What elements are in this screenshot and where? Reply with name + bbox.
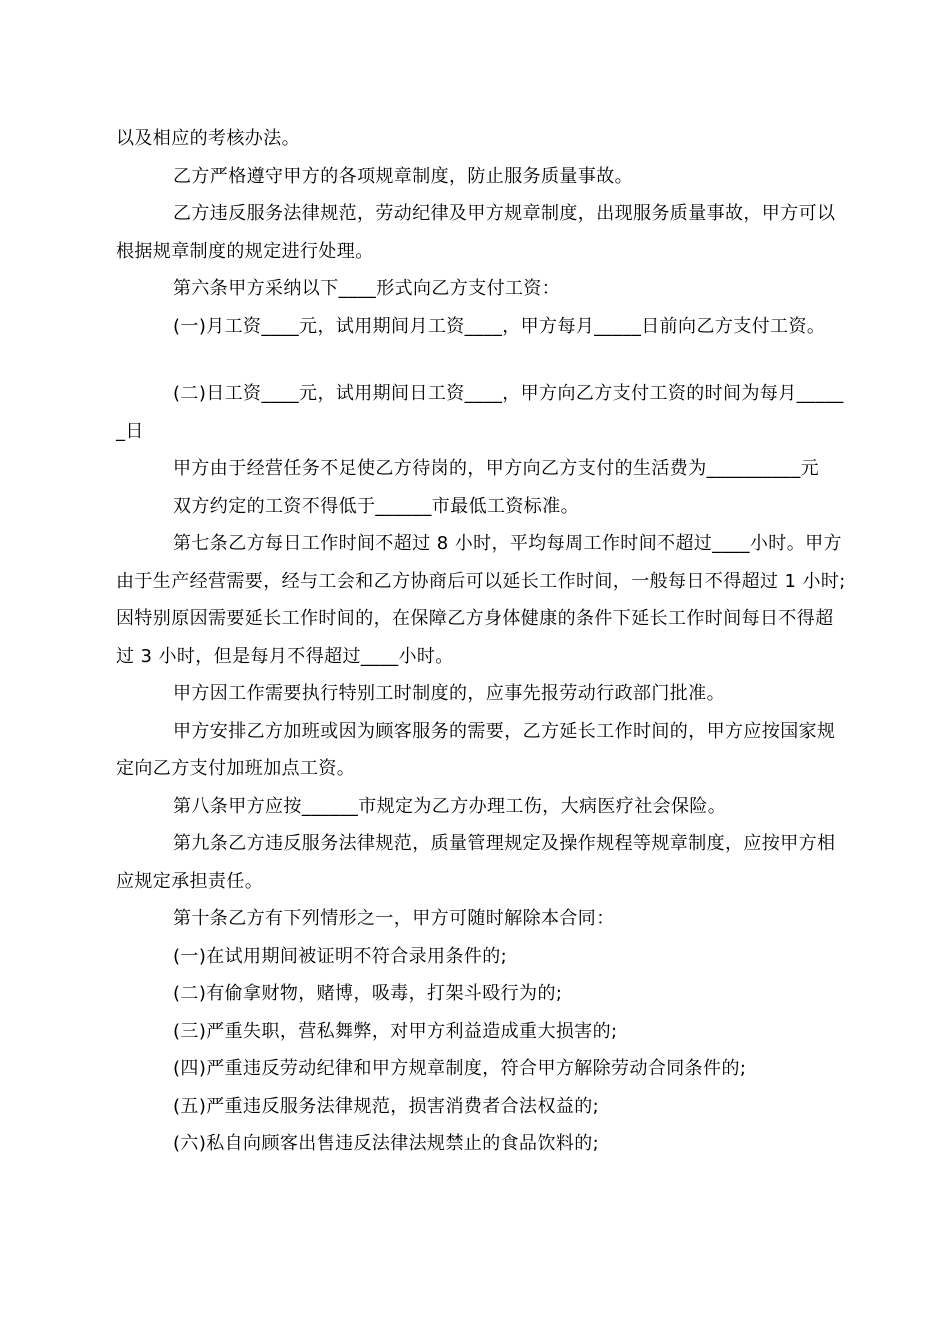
paragraph-violation-handling: 乙方违反服务法律规范，劳动纪律及甲方规章制度，出现服务质量事故，甲方可以根据规章制度的规定进行处理。	[116, 203, 836, 262]
paragraph-standby-allowance: 甲方由于经营任务不足使乙方待岗的，甲方向乙方支付的生活费为__________元	[173, 458, 819, 479]
document-body	[116, 120, 846, 1163]
article-10-item-4: (四)严重违反劳动纪律和甲方规章制度，符合甲方解除劳动合同条件的;	[173, 1058, 747, 1079]
article-10-item-6: (六)私自向顾客出售违反法律法规禁止的食品饮料的;	[173, 1133, 600, 1154]
article-10-item-3: (三)严重失职，营私舞弊，对甲方利益造成重大损害的;	[173, 1020, 618, 1042]
article-6-heading: 第六条甲方采纳以下____形式向乙方支付工资：	[173, 278, 561, 299]
article-10-item-1: (一)在试用期间被证明不符合录用条件的;	[173, 945, 508, 967]
paragraph-compliance: 乙方严格遵守甲方的各项规章制度，防止服务质量事故。	[173, 165, 633, 187]
article-9-liability: 第九条乙方违反服务法律规范，质量管理规定及操作规程等规章制度，应按甲方相应规定承担责任。	[116, 833, 836, 892]
article-8-insurance: 第八条甲方应按______市规定为乙方办理工伤，大病医疗社会保险。	[173, 795, 727, 817]
blank-spacer	[116, 345, 846, 375]
paragraph-minimum-wage: 双方约定的工资不得低于______市最低工资标准。	[173, 495, 579, 517]
paragraph-assessment-continuation: 以及相应的考核办法。	[116, 128, 300, 149]
article-7-working-hours: 第七条乙方每日工作时间不超过 8 小时，平均每周工作时间不超过____小时。甲方由于生产经营需要，经与工会和乙方协商后可以延长工作时间，一般每日不得超过 1 小时;因特别原因需要延长工作时间的，在保障乙方身体健康的条件下延长工作时间每日不得超过 3 小时，但是每月不得超过____小时。	[116, 533, 846, 667]
article-6-item-1-monthly-wage: (一)月工资____元，试用期间月工资____，甲方每月_____日前向乙方支付工资。	[173, 315, 826, 337]
paragraph-overtime-pay: 甲方安排乙方加班或因为顾客服务的需要，乙方延长工作时间的，甲方应按国家规定向乙方支付加班加点工资。	[116, 720, 836, 779]
article-6-item-2-daily-wage: (二)日工资____元，试用期间日工资____，甲方向乙方支付工资的时间为每月______日	[116, 383, 844, 442]
article-10-heading: 第十条乙方有下列情形之一，甲方可随时解除本合同：	[173, 908, 615, 929]
paragraph-special-hours: 甲方因工作需要执行特别工时制度的，应事先报劳动行政部门批准。	[173, 683, 725, 704]
article-10-item-5: (五)严重违反服务法律规范，损害消费者合法权益的;	[173, 1095, 600, 1117]
article-10-item-2: (二)有偷拿财物，赌博，吸毒，打架斗殴行为的;	[173, 983, 563, 1004]
